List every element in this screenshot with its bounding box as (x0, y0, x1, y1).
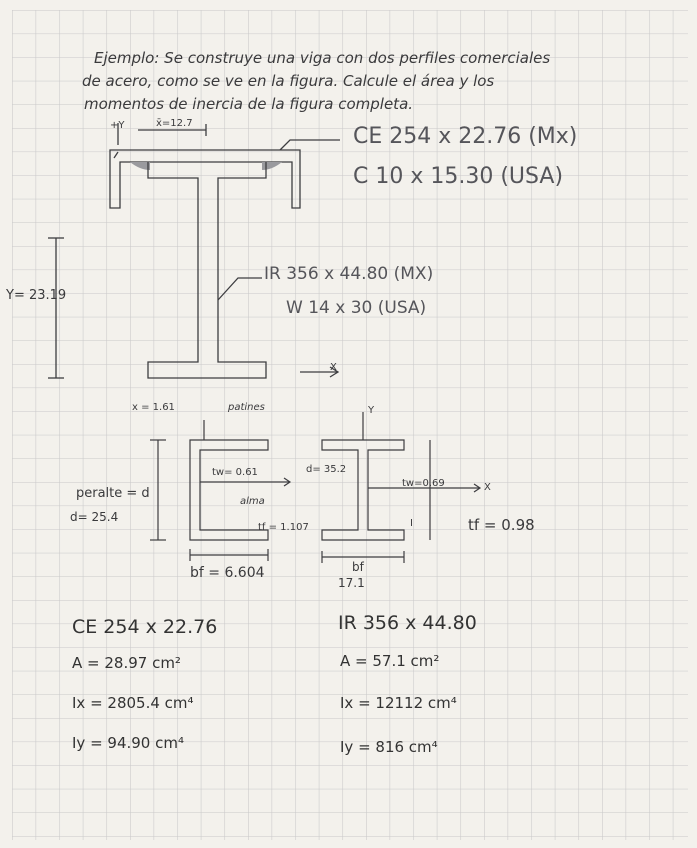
ibeam-iy: Iy = 816 cm⁴ (340, 738, 438, 756)
y-axis-right-label: Y (368, 405, 375, 416)
grid-area (12, 10, 688, 840)
ibeam-props-title: IR 356 x 44.80 (338, 612, 477, 634)
channel-area: A = 28.97 cm² (72, 654, 181, 672)
xbar-label: x̄=12.7 (156, 118, 193, 129)
channel-iy: Iy = 94.90 cm⁴ (72, 734, 184, 752)
channel-usa-designation: C 10 x 15.30 (USA) (353, 164, 564, 189)
centroid-x-label: x = 1.61 (132, 402, 175, 413)
channel-designation: CE 254 x 22.76 (Mx) (353, 124, 578, 149)
section-i-label: I (410, 518, 413, 529)
problem-line-3: momentos de inercia de la figura completa. (84, 95, 414, 113)
ibeam-area: A = 57.1 cm² (340, 652, 440, 670)
centroid-y-dimension: Y= 23.19 (6, 288, 67, 303)
flange-width-right-value: 17.1 (338, 576, 365, 590)
depth-label: peralte = d (76, 486, 150, 501)
ibeam-usa-designation: W 14 x 30 (USA) (286, 298, 427, 318)
web-thickness-right: tw=0.69 (402, 478, 445, 489)
ibeam-designation: IR 356 x 44.80 (MX) (264, 264, 434, 284)
problem-line-1: Ejemplo: Se construye una viga con dos perfiles comerciales (94, 49, 551, 67)
problem-line-2: de acero, como se ve en la figura. Calcule el área y los (82, 72, 495, 90)
web-thickness-left: tw= 0.61 (212, 467, 258, 478)
flanges-label: patines (228, 402, 265, 413)
channel-ix: Ix = 2805.4 cm⁴ (72, 694, 194, 712)
x-axis-right-label: X (484, 482, 491, 493)
flange-thickness-left: tf = 1.107 (258, 522, 309, 533)
ibeam-ix: Ix = 12112 cm⁴ (340, 694, 457, 712)
flange-width-left: bf = 6.604 (190, 565, 265, 581)
web-label: alma (240, 496, 265, 507)
flange-width-right-label: bf (352, 560, 364, 574)
x-axis-label: X (330, 362, 337, 373)
depth-value: d= 25.4 (70, 510, 119, 524)
depth-right-label: d= 35.2 (306, 464, 347, 475)
channel-props-title: CE 254 x 22.76 (72, 616, 218, 638)
flange-thickness-right: tf = 0.98 (468, 516, 535, 534)
y-axis-label: +Y (110, 120, 125, 131)
